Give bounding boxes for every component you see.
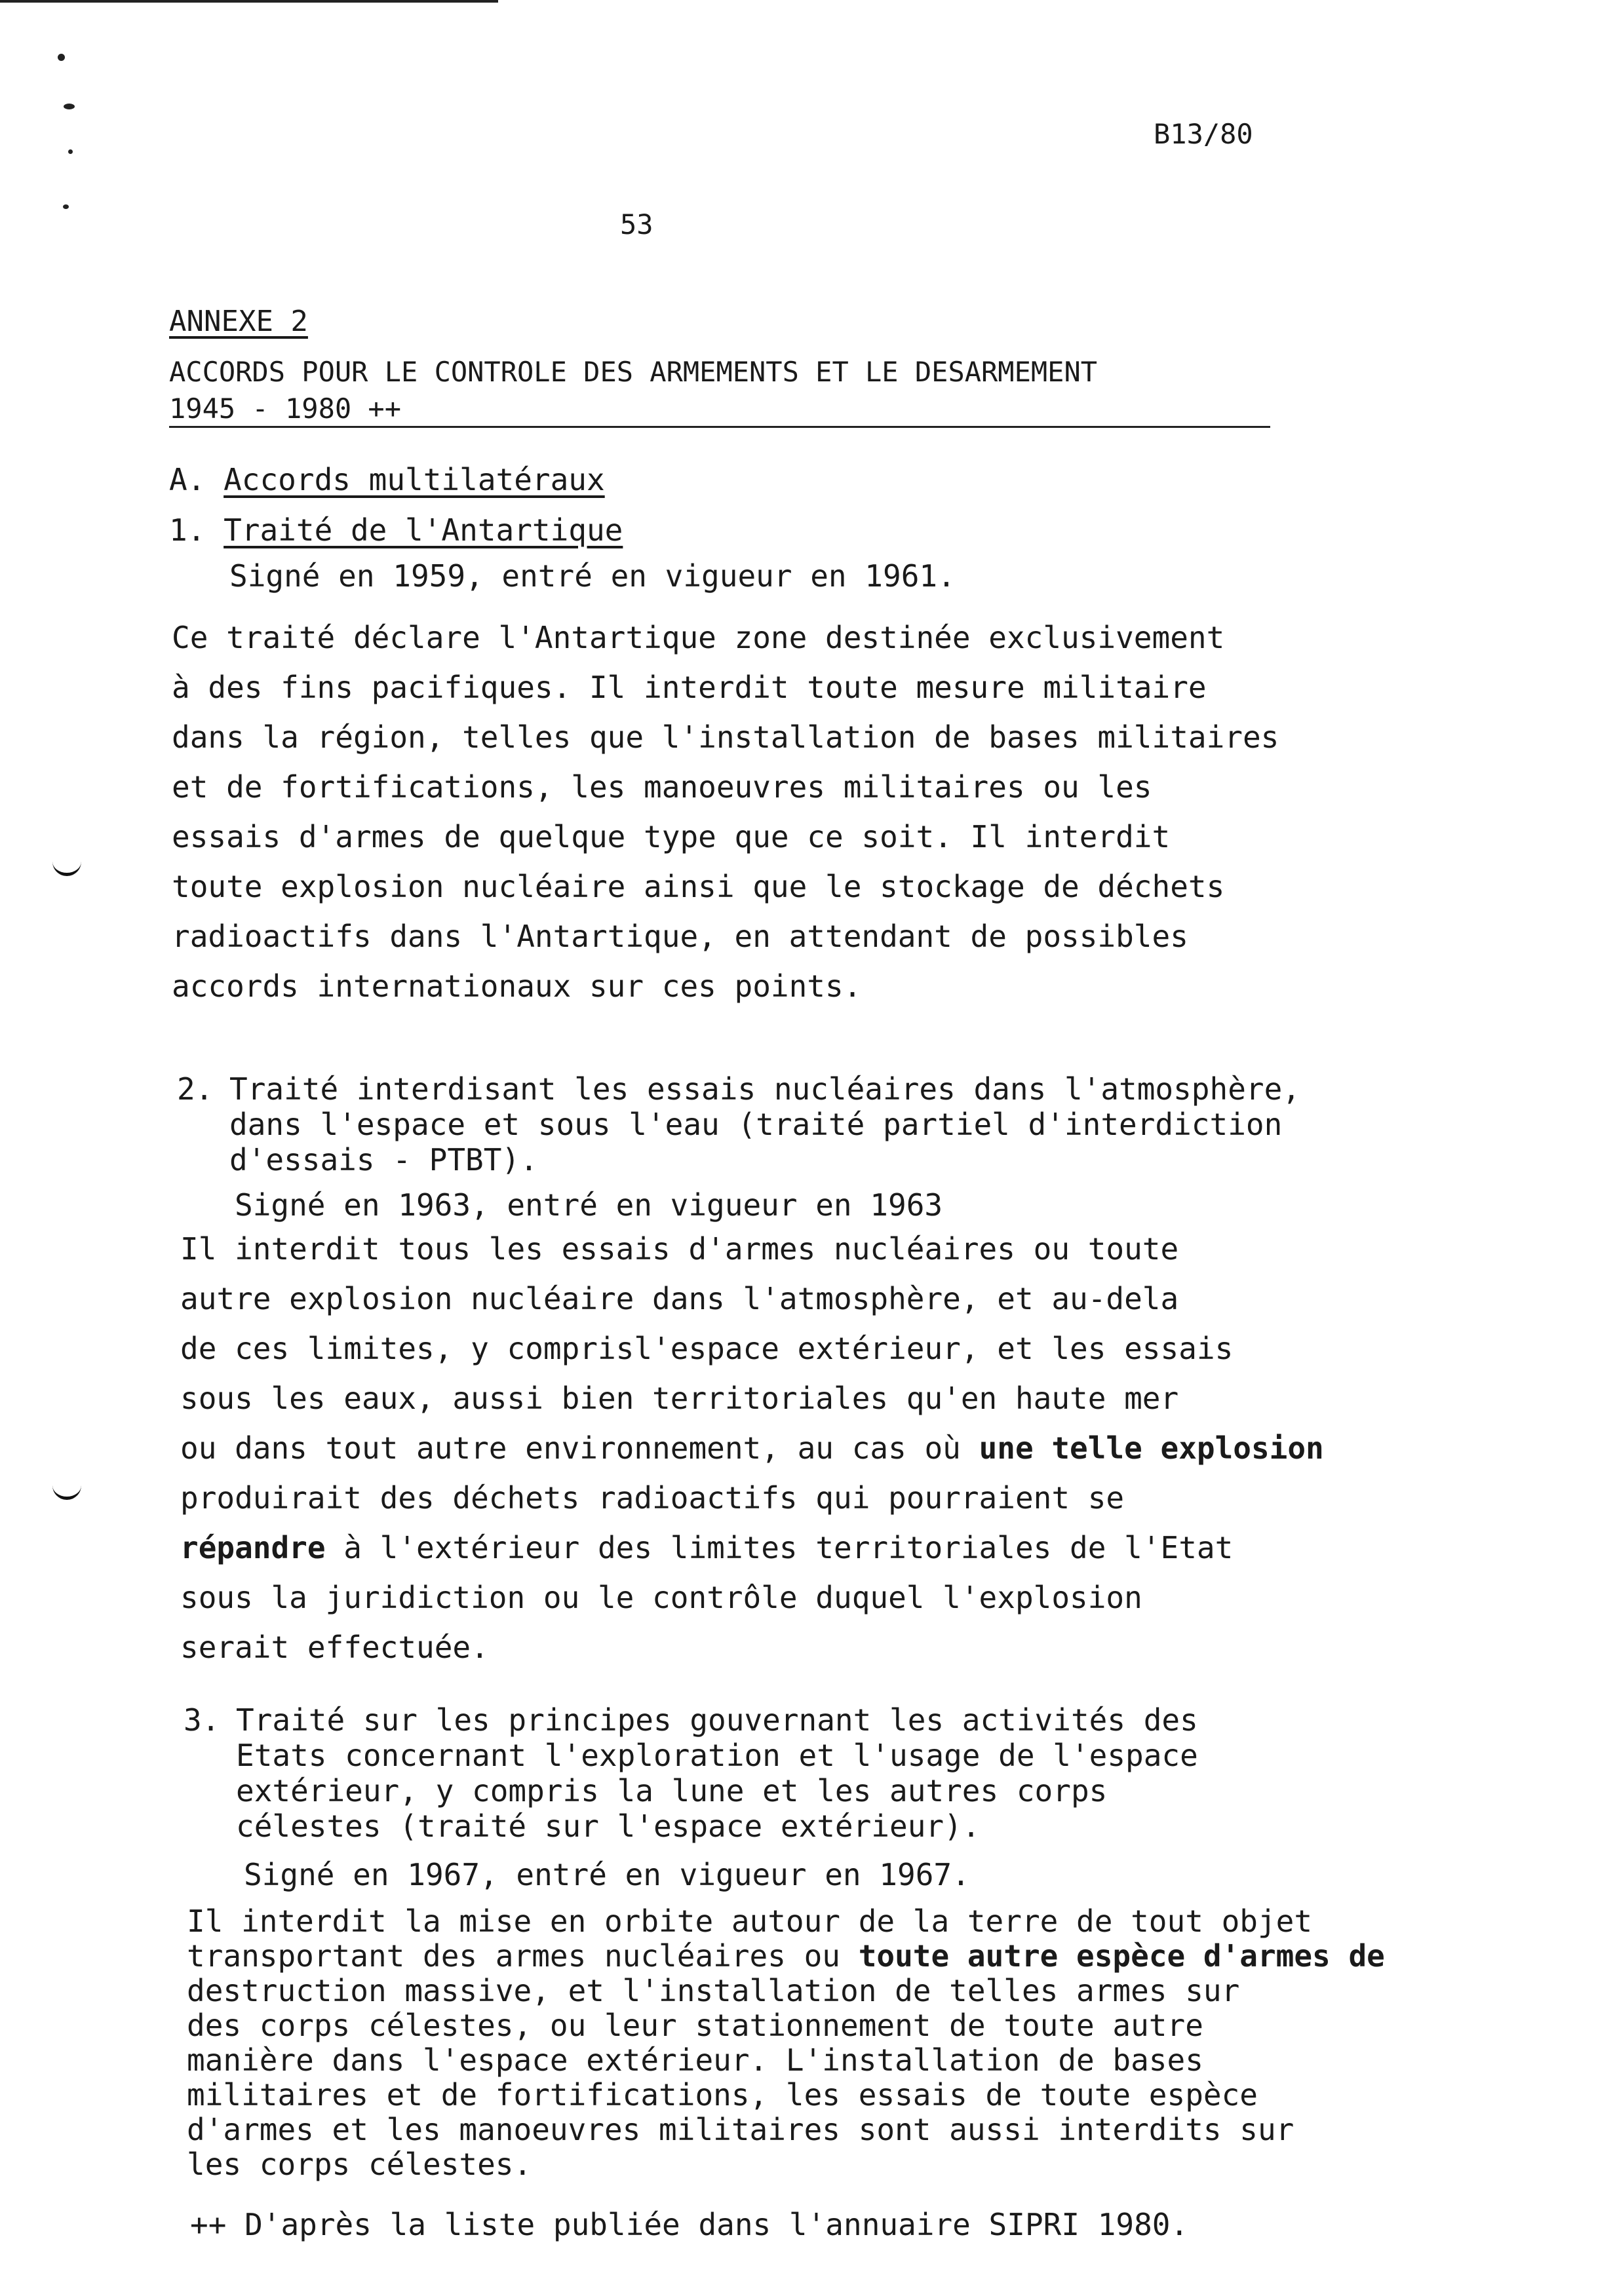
body-bold-text: répandre [180, 1530, 326, 1565]
scan-top-rule [0, 0, 498, 3]
body-line: sous les eaux, aussi bien territoriales qu'en haute mer [180, 1381, 1179, 1416]
treaty-title-line: célestes (traité sur l'espace extérieur). [236, 1808, 981, 1844]
body-line [180, 1423, 1324, 1473]
page-number: 53 [620, 208, 653, 240]
body-bold-text: toute autre espèce d'armes de [858, 1938, 1385, 1974]
treaty-title-line: Etats concernant l'exploration et l'usage de l'espace [236, 1738, 1198, 1773]
body-line: produirait des déchets radioactifs qui pourraient se [180, 1480, 1125, 1516]
body-line: essais d'armes de quelque type que ce soit. Il interdit [172, 819, 1171, 854]
treaty-title-line: Traité sur les principes gouvernant les activités des [236, 1702, 1198, 1738]
treaty-3-heading [184, 1702, 1198, 1844]
body-bold-text: une telle explosion [979, 1430, 1324, 1466]
body-line: à des fins pacifiques. Il interdit toute mesure militaire [172, 670, 1207, 705]
body-line: sous la juridiction ou le contrôle duquel l'explosion [180, 1580, 1142, 1615]
annex-title-line: 1945 - 1980 ++ [169, 392, 402, 425]
treaty-title-line: d'essais - PTBT). [229, 1142, 538, 1177]
treaty-1-body [172, 613, 1279, 1011]
treaty-2-body [180, 1224, 1324, 1672]
treaty-number: 3. [184, 1702, 220, 1738]
treaty-title-line: extérieur, y compris la lune et les autres corps [236, 1773, 1108, 1808]
body-text: ou dans tout autre environnement, au cas où [180, 1430, 979, 1466]
annex-label: ANNEXE 2 [169, 305, 308, 338]
annex-title-line: ACCORDS POUR LE CONTROLE DES ARMEMENTS ET LE DESARMEMENT [169, 356, 1098, 388]
footnote: ++ D'après la liste publiée dans l'annuaire SIPRI 1980. [190, 2207, 1189, 2242]
scan-margin-mark [52, 1482, 81, 1500]
section-heading-text: Accords multilatéraux [224, 462, 605, 497]
treaty-number: 2. [177, 1071, 214, 1107]
scan-mark [68, 149, 73, 154]
body-line: militaires et de fortifications, les essais de toute espèce [187, 2077, 1258, 2113]
body-line: des corps célestes, ou leur stationnement de toute autre [187, 2008, 1203, 2043]
body-line: radioactifs dans l'Antartique, en attendant de possibles [172, 919, 1188, 954]
body-line: Il interdit la mise en orbite autour de la terre de tout objet [187, 1904, 1313, 1939]
scan-mark [63, 204, 69, 209]
scan-mark [58, 54, 65, 61]
body-line: autre explosion nucléaire dans l'atmosphère, et au-dela [180, 1281, 1179, 1316]
body-line: Il interdit tous les essais d'armes nucléaires ou toute [180, 1231, 1179, 1267]
section-letter: A. [169, 462, 206, 497]
body-line: d'armes et les manoeuvres militaires sont aussi interdits sur [187, 2112, 1294, 2147]
body-line: destruction massive, et l'installation de telles armes sur [187, 1973, 1240, 2008]
body-text: transportant des armes nucléaires ou [187, 1938, 859, 1974]
annex-title [169, 354, 1097, 427]
treaty-3-signed: Signé en 1967, entré en vigueur en 1967. [244, 1857, 970, 1892]
body-line: et de fortifications, les manoeuvres militaires ou les [172, 769, 1152, 805]
body-line: dans la région, telles que l'installation de bases militaires [172, 719, 1279, 755]
body-line [180, 1523, 1324, 1573]
body-text: à l'extérieur des limites territoriales de l'Etat [325, 1530, 1234, 1565]
body-line: de ces limites, y comprisl'espace extérieur, et les essais [180, 1331, 1234, 1366]
treaty-1-signed: Signé en 1959, entré en vigueur en 1961. [229, 558, 956, 594]
scan-margin-mark [52, 858, 81, 876]
section-a-heading [169, 462, 605, 497]
treaty-3-body [187, 1904, 1385, 2182]
treaty-title-line: Traité interdisant les essais nucléaires dans l'atmosphère, [229, 1071, 1300, 1107]
treaty-1-heading [169, 512, 623, 548]
document-reference: B13/80 [1154, 118, 1253, 150]
treaty-number: 1. [169, 512, 206, 548]
body-line: les corps célestes. [187, 2147, 532, 2182]
body-line: Ce traité déclare l'Antartique zone destinée exclusivement [172, 620, 1225, 655]
treaty-2-heading [177, 1071, 1300, 1177]
body-line [187, 1939, 1385, 1974]
scan-mark [64, 104, 75, 109]
treaty-2-signed: Signé en 1963, entré en vigueur en 1963 [235, 1187, 943, 1223]
treaty-title-line: dans l'espace et sous l'eau (traité partiel d'interdiction [229, 1107, 1283, 1142]
body-line: manière dans l'espace extérieur. L'installation de bases [187, 2042, 1203, 2078]
title-underline [169, 426, 1270, 428]
treaty-title: Traité de l'Antartique [224, 512, 623, 548]
body-line: serait effectuée. [180, 1630, 489, 1665]
body-line: accords internationaux sur ces points. [172, 968, 862, 1004]
body-line: toute explosion nucléaire ainsi que le stockage de déchets [172, 869, 1225, 904]
